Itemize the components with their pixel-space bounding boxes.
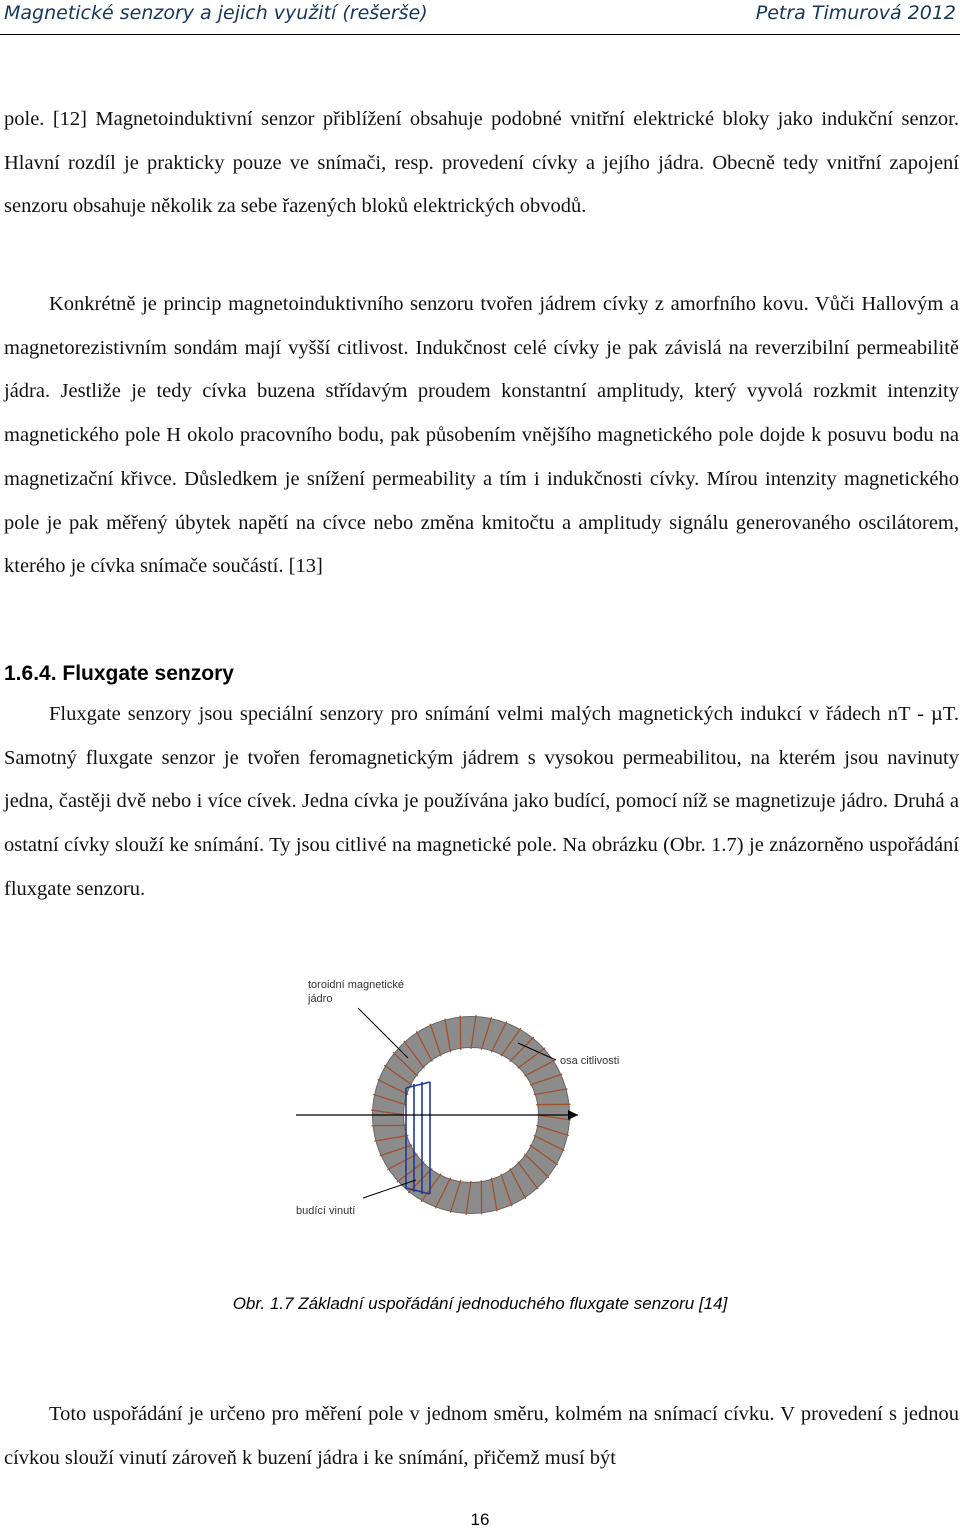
section-heading: 1.6.4. Fluxgate senzory xyxy=(4,662,234,685)
label-core-line2: jádro xyxy=(308,993,333,1005)
label-axis: osa citlivosti xyxy=(560,1055,620,1067)
fluxgate-figure xyxy=(288,968,668,1230)
label-excitation: budící vinutí xyxy=(296,1205,356,1217)
header-title: Magnetické senzory a jejich využití (rešerše) xyxy=(4,2,428,24)
sensitivity-axis-arrowhead xyxy=(568,1110,578,1120)
header-author-year: Petra Timurová 2012 xyxy=(755,2,956,24)
figure-caption: Obr. 1.7 Základní uspořádání jednoduchého fluxgate senzoru [14] xyxy=(232,1294,728,1313)
paragraph-1: pole. [12] Magnetoinduktivní senzor přiblížení obsahuje podobné vnitřní elektrické bloky jako indukční senzor. Hlavní rozdíl je prakticky pouze ve snímači, resp. provedení cívky a jejího jádra. Obecně tedy vnitřní zapojení senzoru obsahuje několik za sebe řazených bloků elektrických obvodů. xyxy=(4,108,959,218)
header-rule xyxy=(0,34,960,35)
page-header xyxy=(0,0,960,30)
paragraph-3: Fluxgate senzory jsou speciální senzory pro snímání velmi malých magnetických indukcí v řádech nT - µT. Samotný fluxgate senzor je tvořen feromagnetickým jádrem s vysokou permeabilitou, na kterém jsou navinuty jedna, častěji dvě nebo i více cívek. Jedna cívka je používána jako budící, pomocí níž se magnetizuje jádro. Druhá a ostatní cívky slouží ke snímání. Ty jsou citlivé na magnetické pole. Na obrázku (Obr. 1.7) je znázorněno uspořádání fluxgate senzoru. xyxy=(4,703,959,900)
label-core-line1: toroidní magnetické xyxy=(308,979,404,991)
paragraph-4: Toto uspořádání je určeno pro měření pole v jednom směru, kolmém na snímací cívku. V provedení s jednou cívkou slouží vinutí zároveň k buzení jádra i ke snímání, přičemž musí být xyxy=(4,1403,959,1469)
page-number: 16 xyxy=(470,1510,490,1529)
paragraph-2: Konkrétně je princip magnetoinduktivního senzoru tvořen jádrem cívky z amorfního kovu. Vůči Hallovým a magnetorezistivním sondám mají vyšší citlivost. Indukčnost celé cívky je pak závislá na reverzibilní permeabilitě jádra. Jestliže je tedy cívka buzena střídavým proudem konstantní amplitudy, který vyvolá rozkmit intenzity magnetického pole H okolo pracovního bodu, pak působením vnějšího magnetického pole dojde k posuvu bodu na magnetizační křivce. Důsledkem je snížení permeability a tím i indukčnosti cívky. Mírou intenzity magnetického pole je pak měřený úbytek napětí na cívce nebo změna kmitočtu a amplitudy signálu generovaného oscilátorem, kterého je cívka snímače součástí. [13] xyxy=(4,293,959,578)
core-leader-line xyxy=(358,1008,408,1058)
fluxgate-diagram xyxy=(288,968,668,1230)
